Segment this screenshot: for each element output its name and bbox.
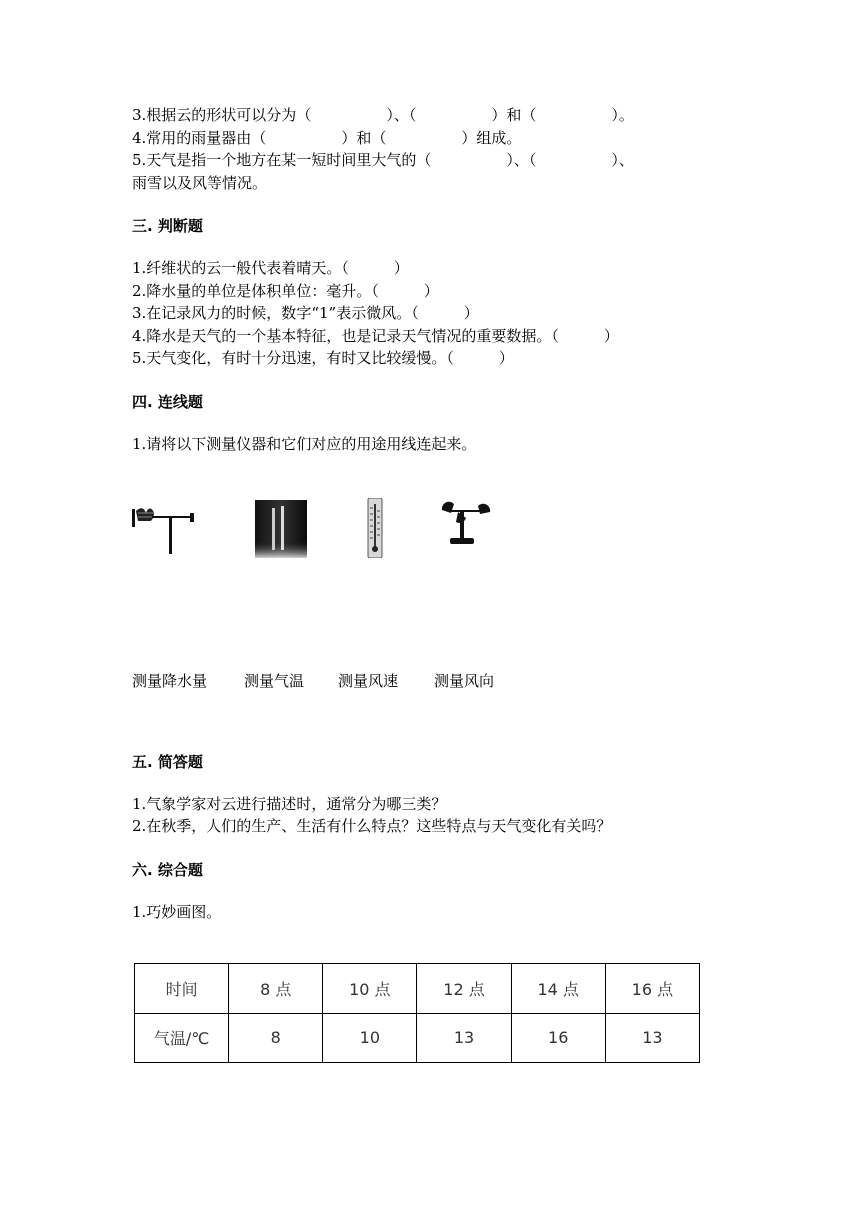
temp-cell: 10	[323, 1013, 417, 1063]
temp-cell: 13	[417, 1013, 511, 1063]
fill-blank-q5: 5.天气是指一个地方在某一短时间里大气的（ ）、（ ）、	[132, 151, 634, 169]
judgement-item-1: 1.纤维状的云一般代表着晴天。（ ）	[132, 259, 409, 277]
section-title-short-answer: 五. 简答题	[132, 753, 203, 771]
temp-cell: 16	[511, 1013, 605, 1063]
anemometer-icon	[438, 500, 492, 550]
section-title-matching: 四. 连线题	[132, 393, 203, 411]
short-answer-item-2: 2.在秋季，人们的生产、生活有什么特点？这些特点与天气变化有关吗？	[132, 817, 612, 835]
judgement-item-3: 3.在记录风力的时候，数字“1”表示微风。（ ）	[132, 304, 479, 322]
time-cell: 12 点	[417, 964, 511, 1014]
section-title-judgement: 三. 判断题	[132, 217, 203, 235]
table-header-cell: 气温/℃	[135, 1013, 229, 1063]
short-answer-item-1: 1.气象学家对云进行描述时，通常分为哪三类？	[132, 795, 447, 813]
matching-question: 1.请将以下测量仪器和它们对应的用途用线连起来。	[132, 435, 477, 453]
fill-blank-q4: 4.常用的雨量器由（ ）和（ ）组成。	[132, 129, 522, 147]
time-cell: 8 点	[229, 964, 323, 1014]
label-wind-speed: 测量风速	[338, 672, 399, 690]
temp-cell: 13	[605, 1013, 699, 1063]
judgement-item-2: 2.降水量的单位是体积单位：毫升。（ ）	[132, 282, 439, 300]
time-cell: 16 点	[605, 964, 699, 1014]
thermometer-icon	[366, 498, 384, 558]
table-header-cell: 时间	[135, 964, 229, 1014]
table-row	[135, 964, 700, 1014]
label-temperature: 测量气温	[244, 672, 305, 690]
time-cell: 10 点	[323, 964, 417, 1014]
fill-blank-q3: 3.根据云的形状可以分为（ ）、（ ）和（ ）。	[132, 106, 634, 124]
temp-cell: 8	[229, 1013, 323, 1063]
judgement-item-5: 5.天气变化，有时十分迅速，有时又比较缓慢。（ ）	[132, 349, 514, 367]
wind-vane-icon	[132, 505, 202, 555]
time-cell: 14 点	[511, 964, 605, 1014]
rain-gauge-icon	[255, 500, 307, 558]
label-wind-direction: 测量风向	[434, 672, 495, 690]
comprehensive-question: 1.巧妙画图。	[132, 903, 222, 921]
fill-blank-q5-cont: 雨雪以及风等情况。	[132, 174, 268, 192]
table-row	[135, 1013, 700, 1063]
judgement-item-4: 4.降水是天气的一个基本特征，也是记录天气情况的重要数据。（ ）	[132, 327, 619, 345]
section-title-comprehensive: 六. 综合题	[132, 861, 203, 879]
temperature-table	[134, 963, 700, 1063]
label-precipitation: 测量降水量	[132, 672, 208, 690]
